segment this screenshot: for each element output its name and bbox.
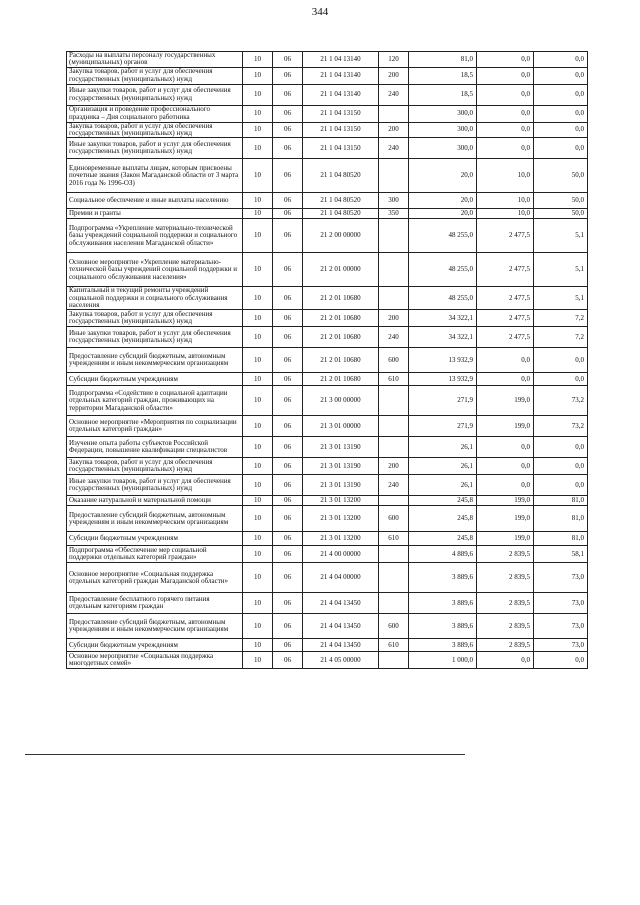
row-name: Основное мероприятие «Мероприятия по социализации отдельных категорий граждан» (67, 416, 243, 437)
table-row (67, 67, 588, 84)
row-expense-type (379, 546, 409, 563)
table-row (67, 475, 588, 496)
row-value-3: 5,1 (534, 253, 588, 287)
row-expense-type: 240 (379, 84, 409, 105)
table-row (67, 546, 588, 563)
row-value-2: 10,0 (477, 209, 534, 219)
row-name: Подпрограмма «Укрепление материально-технической базы учреждений социальной поддержки и социального обслуживания населения Магаданской области» (67, 219, 243, 253)
row-value-1: 245,8 (409, 496, 477, 506)
budget-table-body (67, 52, 588, 669)
row-value-2: 0,0 (477, 138, 534, 159)
table-row (67, 506, 588, 532)
row-target-article: 21 2 01 10680 (303, 348, 379, 373)
row-target-article: 21 3 01 13200 (303, 496, 379, 506)
row-subsection: 06 (273, 348, 303, 373)
table-row (67, 416, 588, 437)
row-target-article: 21 2 01 00000 (303, 253, 379, 287)
row-section: 10 (243, 386, 273, 416)
row-subsection: 06 (273, 159, 303, 193)
table-row (67, 496, 588, 506)
row-section: 10 (243, 506, 273, 532)
row-subsection: 06 (273, 563, 303, 593)
row-value-1: 300,0 (409, 138, 477, 159)
row-value-1: 3 889,6 (409, 563, 477, 593)
row-expense-type: 300 (379, 193, 409, 209)
row-subsection: 06 (273, 639, 303, 652)
row-subsection: 06 (273, 193, 303, 209)
row-target-article: 21 4 04 00000 (303, 563, 379, 593)
table-row (67, 159, 588, 193)
table-row (67, 122, 588, 138)
row-value-3: 0,0 (534, 84, 588, 105)
row-expense-type: 610 (379, 373, 409, 386)
budget-table (66, 51, 588, 669)
row-target-article: 21 3 00 00000 (303, 386, 379, 416)
row-name: Расходы на выплаты персоналу государственных (муниципальных) органов (67, 52, 243, 68)
row-name: Предоставление субсидий бюджетным, автономным учреждениям и иным некоммерческим организациям (67, 506, 243, 532)
row-value-1: 1 000,0 (409, 652, 477, 669)
row-value-2: 2 477,5 (477, 327, 534, 348)
row-value-2: 0,0 (477, 475, 534, 496)
row-value-2: 2 839,5 (477, 639, 534, 652)
row-expense-type: 610 (379, 532, 409, 546)
row-section: 10 (243, 373, 273, 386)
row-value-2: 0,0 (477, 437, 534, 458)
row-subsection: 06 (273, 458, 303, 475)
table-row (67, 310, 588, 327)
row-value-2: 2 477,5 (477, 253, 534, 287)
row-value-2: 10,0 (477, 193, 534, 209)
row-value-3: 50,0 (534, 209, 588, 219)
table-row (67, 138, 588, 159)
row-expense-type: 240 (379, 475, 409, 496)
row-value-1: 271,9 (409, 386, 477, 416)
row-expense-type (379, 652, 409, 669)
row-name: Подпрограмма «Содействие в социальной адаптации отдельных категорий граждан, проживающих на территории Магаданской области» (67, 386, 243, 416)
row-expense-type: 240 (379, 327, 409, 348)
row-expense-type (379, 437, 409, 458)
row-section: 10 (243, 52, 273, 68)
row-value-3: 73,0 (534, 614, 588, 639)
table-row (67, 219, 588, 253)
row-value-2: 199,0 (477, 416, 534, 437)
row-name: Иные закупки товаров, работ и услуг для обеспечения государственных (муниципальных) нужд (67, 475, 243, 496)
row-subsection: 06 (273, 52, 303, 68)
row-target-article: 21 3 01 13190 (303, 437, 379, 458)
row-section: 10 (243, 496, 273, 506)
row-value-2: 2 477,5 (477, 219, 534, 253)
row-section: 10 (243, 138, 273, 159)
row-name: Основное мероприятие «Социальная поддержка отдельных категорий граждан Магаданской области» (67, 563, 243, 593)
row-expense-type: 200 (379, 67, 409, 84)
row-subsection: 06 (273, 386, 303, 416)
row-value-2: 199,0 (477, 532, 534, 546)
row-value-3: 0,0 (534, 652, 588, 669)
row-subsection: 06 (273, 437, 303, 458)
row-value-1: 245,8 (409, 506, 477, 532)
row-expense-type: 200 (379, 458, 409, 475)
row-section: 10 (243, 614, 273, 639)
row-value-1: 271,9 (409, 416, 477, 437)
row-section: 10 (243, 593, 273, 614)
row-value-3: 0,0 (534, 458, 588, 475)
row-target-article: 21 4 04 13450 (303, 614, 379, 639)
row-name: Закупка товаров, работ и услуг для обеспечения государственных (муниципальных) нужд (67, 122, 243, 138)
row-subsection: 06 (273, 593, 303, 614)
row-value-3: 0,0 (534, 475, 588, 496)
row-subsection: 06 (273, 253, 303, 287)
row-target-article: 21 1 04 13140 (303, 52, 379, 68)
row-expense-type: 350 (379, 209, 409, 219)
row-target-article: 21 3 01 13200 (303, 506, 379, 532)
row-section: 10 (243, 416, 273, 437)
row-target-article: 21 3 01 13190 (303, 475, 379, 496)
row-value-2: 0,0 (477, 52, 534, 68)
row-value-1: 20,0 (409, 193, 477, 209)
row-name: Подпрограмма «Обеспечение мер социальной поддержки отдельных категорий граждан» (67, 546, 243, 563)
row-value-1: 48 255,0 (409, 287, 477, 310)
row-subsection: 06 (273, 219, 303, 253)
page-number: 344 (311, 6, 329, 18)
row-section: 10 (243, 348, 273, 373)
row-target-article: 21 2 01 10680 (303, 373, 379, 386)
row-value-1: 26,1 (409, 458, 477, 475)
row-section: 10 (243, 193, 273, 209)
row-value-3: 0,0 (534, 67, 588, 84)
row-name: Социальное обеспечение и иные выплаты населению (67, 193, 243, 209)
row-target-article: 21 1 04 13150 (303, 122, 379, 138)
table-row (67, 348, 588, 373)
row-value-2: 2 839,5 (477, 614, 534, 639)
row-target-article: 21 1 04 80520 (303, 159, 379, 193)
table-row (67, 287, 588, 310)
row-subsection: 06 (273, 475, 303, 496)
row-value-1: 18,5 (409, 67, 477, 84)
row-value-3: 73,0 (534, 563, 588, 593)
row-value-3: 73,0 (534, 593, 588, 614)
row-value-1: 13 932,9 (409, 373, 477, 386)
row-target-article: 21 2 01 10680 (303, 287, 379, 310)
row-target-article: 21 3 01 00000 (303, 416, 379, 437)
table-row (67, 458, 588, 475)
row-value-1: 3 889,6 (409, 593, 477, 614)
row-value-1: 20,0 (409, 209, 477, 219)
row-expense-type: 200 (379, 310, 409, 327)
row-value-2: 2 477,5 (477, 310, 534, 327)
row-section: 10 (243, 67, 273, 84)
row-value-2: 199,0 (477, 506, 534, 532)
row-value-2: 199,0 (477, 386, 534, 416)
row-section: 10 (243, 458, 273, 475)
row-subsection: 06 (273, 84, 303, 105)
row-expense-type (379, 416, 409, 437)
row-subsection: 06 (273, 506, 303, 532)
row-target-article: 21 4 04 13450 (303, 593, 379, 614)
table-row (67, 614, 588, 639)
row-value-3: 0,0 (534, 122, 588, 138)
row-name: Иные закупки товаров, работ и услуг для обеспечения государственных (муниципальных) нужд (67, 327, 243, 348)
row-subsection: 06 (273, 67, 303, 84)
row-subsection: 06 (273, 310, 303, 327)
row-value-1: 300,0 (409, 122, 477, 138)
row-value-1: 4 889,6 (409, 546, 477, 563)
row-name: Изучение опыта работы субъектов Российской Федерации, повышение квалификации специалистов (67, 437, 243, 458)
row-value-3: 5,1 (534, 287, 588, 310)
row-value-3: 5,1 (534, 219, 588, 253)
row-name: Основное мероприятие «Социальная поддержка многодетных семей» (67, 652, 243, 669)
row-target-article: 21 2 01 10680 (303, 327, 379, 348)
row-value-1: 245,8 (409, 532, 477, 546)
row-value-1: 13 932,9 (409, 348, 477, 373)
row-value-1: 26,1 (409, 437, 477, 458)
row-value-2: 2 839,5 (477, 593, 534, 614)
row-target-article: 21 1 04 80520 (303, 193, 379, 209)
row-section: 10 (243, 159, 273, 193)
row-value-3: 7,2 (534, 310, 588, 327)
row-value-3: 0,0 (534, 373, 588, 386)
row-value-1: 3 889,6 (409, 639, 477, 652)
row-expense-type: 610 (379, 639, 409, 652)
row-target-article: 21 2 00 00000 (303, 219, 379, 253)
row-expense-type (379, 105, 409, 122)
table-row (67, 532, 588, 546)
row-subsection: 06 (273, 532, 303, 546)
table-row (67, 193, 588, 209)
row-section: 10 (243, 327, 273, 348)
row-subsection: 06 (273, 105, 303, 122)
table-row (67, 373, 588, 386)
row-name: Иные закупки товаров, работ и услуг для обеспечения государственных (муниципальных) нужд (67, 84, 243, 105)
row-section: 10 (243, 546, 273, 563)
row-target-article: 21 3 01 13200 (303, 532, 379, 546)
row-value-2: 2 839,5 (477, 546, 534, 563)
row-expense-type: 600 (379, 506, 409, 532)
row-subsection: 06 (273, 138, 303, 159)
table-row (67, 437, 588, 458)
row-name: Субсидии бюджетным учреждениям (67, 639, 243, 652)
row-target-article: 21 2 01 10680 (303, 310, 379, 327)
row-expense-type: 240 (379, 138, 409, 159)
row-target-article: 21 1 04 13140 (303, 84, 379, 105)
row-value-1: 26,1 (409, 475, 477, 496)
row-section: 10 (243, 219, 273, 253)
table-row (67, 52, 588, 68)
row-section: 10 (243, 310, 273, 327)
row-name: Предоставление бесплатного горячего питания отдельным категориям граждан (67, 593, 243, 614)
table-row (67, 84, 588, 105)
row-section: 10 (243, 105, 273, 122)
row-expense-type (379, 563, 409, 593)
row-value-2: 2 477,5 (477, 287, 534, 310)
row-target-article: 21 3 01 13190 (303, 458, 379, 475)
row-value-3: 73,2 (534, 386, 588, 416)
row-subsection: 06 (273, 327, 303, 348)
row-section: 10 (243, 475, 273, 496)
row-expense-type: 200 (379, 122, 409, 138)
row-subsection: 06 (273, 416, 303, 437)
row-value-2: 0,0 (477, 348, 534, 373)
row-value-3: 0,0 (534, 348, 588, 373)
row-value-3: 50,0 (534, 193, 588, 209)
table-row (67, 639, 588, 652)
row-value-3: 81,0 (534, 506, 588, 532)
row-value-3: 0,0 (534, 138, 588, 159)
row-value-3: 81,0 (534, 496, 588, 506)
row-name: Субсидии бюджетным учреждениям (67, 373, 243, 386)
row-section: 10 (243, 563, 273, 593)
row-value-1: 48 255,0 (409, 219, 477, 253)
row-value-3: 0,0 (534, 437, 588, 458)
row-subsection: 06 (273, 652, 303, 669)
row-expense-type: 600 (379, 348, 409, 373)
row-subsection: 06 (273, 614, 303, 639)
row-name: Единовременные выплаты лицам, которым присвоены почетные звания (Закон Магаданской области от 3 марта 2016 года № 1996-ОЗ) (67, 159, 243, 193)
row-expense-type (379, 593, 409, 614)
row-name: Закупка товаров, работ и услуг для обеспечения государственных (муниципальных) нужд (67, 310, 243, 327)
row-target-article: 21 1 04 13150 (303, 138, 379, 159)
row-expense-type (379, 159, 409, 193)
row-section: 10 (243, 287, 273, 310)
row-value-1: 81,0 (409, 52, 477, 68)
row-subsection: 06 (273, 209, 303, 219)
row-value-2: 0,0 (477, 122, 534, 138)
row-value-2: 199,0 (477, 496, 534, 506)
row-expense-type (379, 219, 409, 253)
row-section: 10 (243, 122, 273, 138)
row-expense-type: 120 (379, 52, 409, 68)
table-row (67, 209, 588, 219)
row-section: 10 (243, 437, 273, 458)
row-value-1: 18,5 (409, 84, 477, 105)
row-value-1: 20,0 (409, 159, 477, 193)
row-value-2: 0,0 (477, 458, 534, 475)
row-name: Основное мероприятие «Укрепление материально-технической базы учреждений социальной поддержки и социального обслуживания населения» (67, 253, 243, 287)
row-value-3: 81,0 (534, 532, 588, 546)
row-name: Организация и проведение профессионального праздника – Дня социального работника (67, 105, 243, 122)
row-name: Капитальный и текущий ремонты учреждений социальной поддержки и социального обслуживания населения (67, 287, 243, 310)
table-row (67, 253, 588, 287)
row-subsection: 06 (273, 373, 303, 386)
row-section: 10 (243, 532, 273, 546)
row-name: Оказание натуральной и материальной помощи (67, 496, 243, 506)
row-section: 10 (243, 84, 273, 105)
row-expense-type (379, 287, 409, 310)
row-expense-type (379, 253, 409, 287)
row-value-2: 0,0 (477, 652, 534, 669)
row-value-2: 10,0 (477, 159, 534, 193)
table-row (67, 105, 588, 122)
row-subsection: 06 (273, 546, 303, 563)
row-value-1: 34 322,1 (409, 327, 477, 348)
row-value-3: 0,0 (534, 52, 588, 68)
row-name: Премии и гранты (67, 209, 243, 219)
row-value-2: 0,0 (477, 105, 534, 122)
row-value-1: 48 255,0 (409, 253, 477, 287)
row-target-article: 21 4 00 00000 (303, 546, 379, 563)
row-value-2: 0,0 (477, 84, 534, 105)
row-value-3: 73,0 (534, 639, 588, 652)
row-value-2: 2 839,5 (477, 563, 534, 593)
row-name: Иные закупки товаров, работ и услуг для обеспечения государственных (муниципальных) нужд (67, 138, 243, 159)
row-name: Предоставление субсидий бюджетным, автономным учреждениям и иным некоммерческим организациям (67, 348, 243, 373)
row-value-3: 73,2 (534, 416, 588, 437)
row-target-article: 21 4 05 00000 (303, 652, 379, 669)
footer-divider (25, 754, 465, 755)
table-row (67, 386, 588, 416)
table-row (67, 327, 588, 348)
row-value-1: 300,0 (409, 105, 477, 122)
row-expense-type (379, 386, 409, 416)
row-target-article: 21 1 04 13150 (303, 105, 379, 122)
row-expense-type: 600 (379, 614, 409, 639)
row-name: Предоставление субсидий бюджетным, автономным учреждениям и иным некоммерческим организациям (67, 614, 243, 639)
row-target-article: 21 4 04 13450 (303, 639, 379, 652)
row-subsection: 06 (273, 496, 303, 506)
row-name: Закупка товаров, работ и услуг для обеспечения государственных (муниципальных) нужд (67, 67, 243, 84)
row-name: Закупка товаров, работ и услуг для обеспечения государственных (муниципальных) нужд (67, 458, 243, 475)
row-section: 10 (243, 652, 273, 669)
row-value-3: 58,1 (534, 546, 588, 563)
table-row (67, 563, 588, 593)
row-value-1: 3 889,6 (409, 614, 477, 639)
table-row (67, 593, 588, 614)
table-row (67, 652, 588, 669)
row-target-article: 21 1 04 80520 (303, 209, 379, 219)
row-section: 10 (243, 639, 273, 652)
row-value-1: 34 322,1 (409, 310, 477, 327)
row-section: 10 (243, 253, 273, 287)
row-value-2: 0,0 (477, 373, 534, 386)
row-section: 10 (243, 209, 273, 219)
row-value-2: 0,0 (477, 67, 534, 84)
row-value-3: 0,0 (534, 105, 588, 122)
row-expense-type (379, 496, 409, 506)
row-target-article: 21 1 04 13140 (303, 67, 379, 84)
row-value-3: 50,0 (534, 159, 588, 193)
row-name: Субсидии бюджетным учреждениям (67, 532, 243, 546)
row-value-3: 7,2 (534, 327, 588, 348)
row-subsection: 06 (273, 122, 303, 138)
row-subsection: 06 (273, 287, 303, 310)
